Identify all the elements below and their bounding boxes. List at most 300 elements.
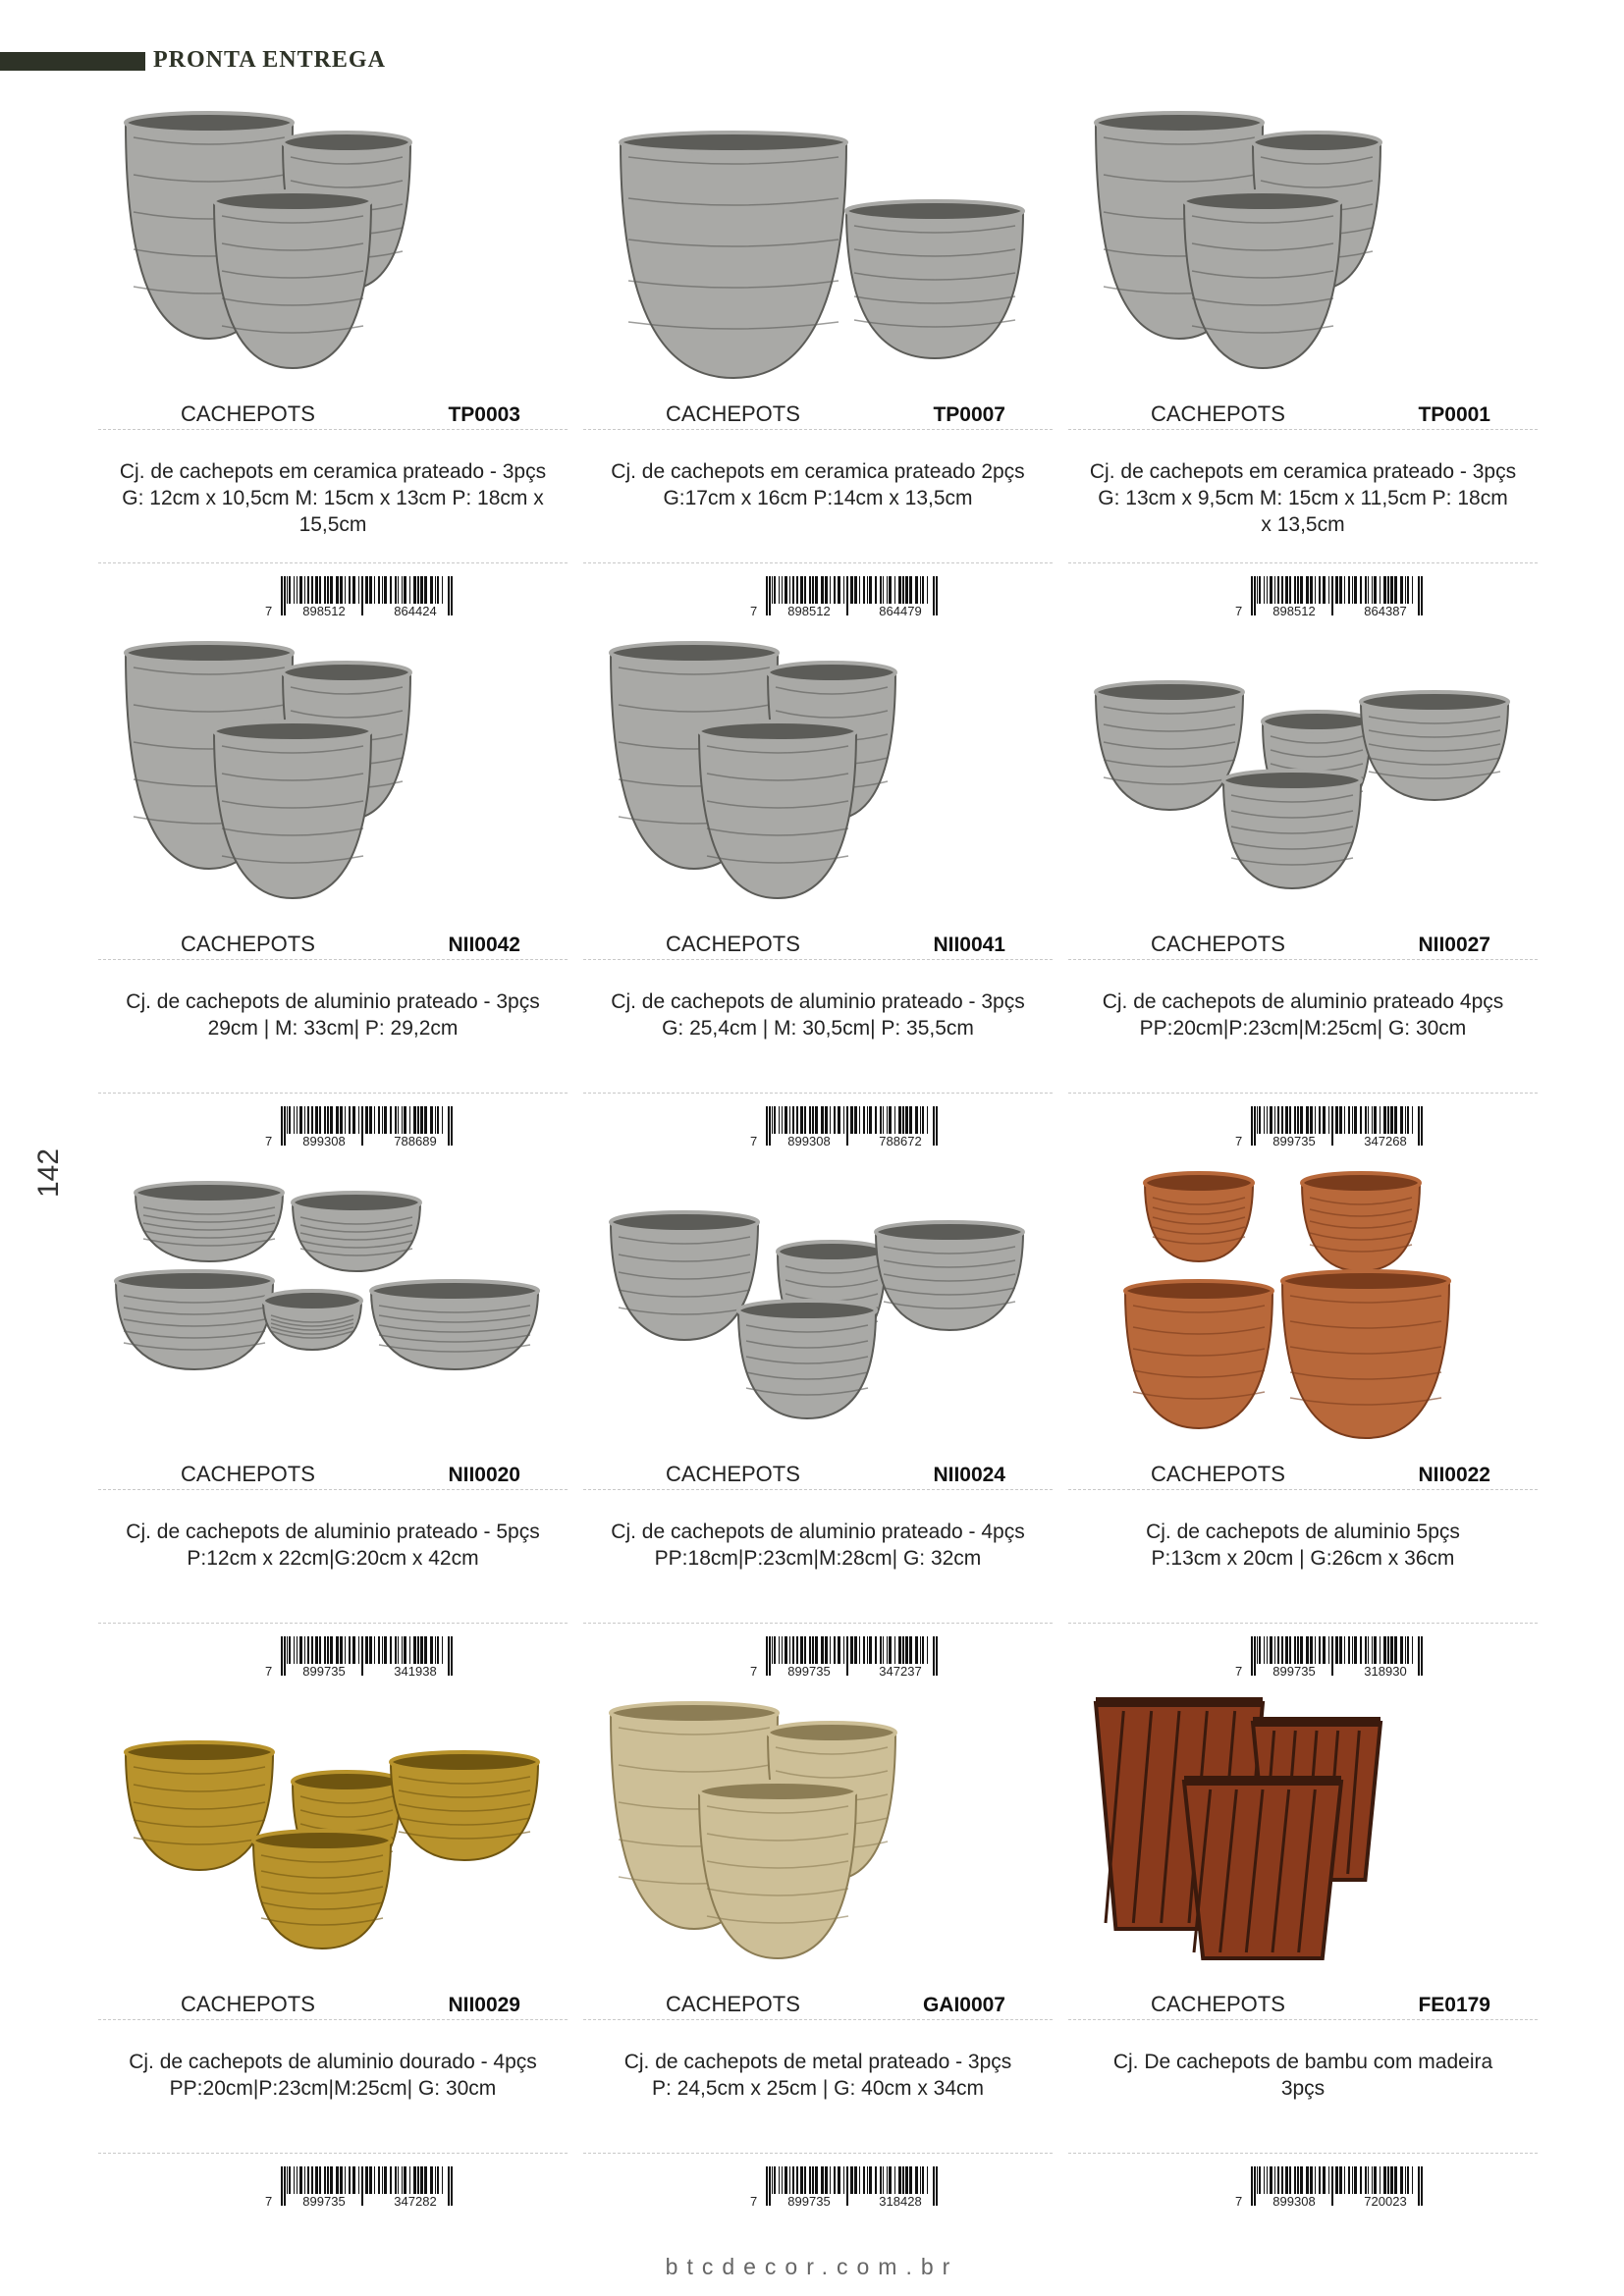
description-line: Cj. de cachepots em ceramica prateado - 3pçs <box>119 460 547 483</box>
barcode-bar <box>1257 2166 1258 2194</box>
barcode-bar <box>324 1636 326 1664</box>
barcode-bar <box>902 576 904 604</box>
cachepot <box>391 1752 538 1860</box>
description-line: Cj. de cachepots de aluminio prateado - 3pçs <box>126 990 540 1013</box>
cachepot <box>371 1281 538 1369</box>
barcode-bar <box>361 576 363 615</box>
barcode-bar <box>909 1106 912 1134</box>
product-photo[interactable] <box>106 623 560 923</box>
product-description <box>98 1519 568 1572</box>
barcode-bar <box>1323 1636 1326 1664</box>
barcode-bar <box>413 2166 416 2194</box>
barcode-bar <box>398 1106 399 1134</box>
barcode-bar <box>796 1106 798 1134</box>
barcode-bar <box>413 1636 416 1664</box>
barcode-digit: 347237 <box>879 1664 922 1678</box>
barcode-bar <box>417 2166 419 2194</box>
barcode-bar <box>1264 576 1265 604</box>
barcode-bar <box>915 1636 918 1664</box>
barcode-bar <box>869 1636 872 1664</box>
barcode-bar <box>315 1106 318 1134</box>
barcode-bar <box>336 2166 339 2194</box>
barcode-digit: 7 <box>265 604 273 617</box>
barcode-bar <box>800 2166 803 2194</box>
barcode-bar <box>898 1106 901 1134</box>
barcode-bar <box>352 1106 355 1134</box>
barcode-bar <box>420 1636 423 1664</box>
barcode-bar <box>859 2166 860 2194</box>
barcode-bar <box>1348 1106 1350 1134</box>
barcode-bar <box>307 1636 309 1664</box>
barcode-bar <box>384 1636 387 1664</box>
barcode-bar <box>1310 576 1313 604</box>
barcode-bar <box>297 2166 298 2194</box>
barcode-bar <box>785 1636 787 1664</box>
barcode-bar <box>437 1106 439 1134</box>
barcode-bar <box>887 2166 888 2194</box>
product-card[interactable] <box>583 1153 1053 1683</box>
barcode-bar <box>869 1106 872 1134</box>
barcode-bar <box>927 1636 928 1664</box>
divider <box>1068 2153 1538 2154</box>
barcode-digit: 899308 <box>302 1134 346 1148</box>
barcode-bar <box>830 1106 831 1134</box>
barcode-bar <box>1360 576 1362 604</box>
barcode-bar <box>1285 2166 1288 2194</box>
product-photo[interactable] <box>591 1153 1045 1453</box>
barcode-bar <box>345 1106 346 1134</box>
barcode-bar <box>1405 576 1406 604</box>
product-code: TP0003 <box>448 403 520 426</box>
barcode-bar <box>1348 576 1350 604</box>
barcode-bar <box>398 1636 399 1664</box>
product-card[interactable] <box>583 623 1053 1153</box>
barcode <box>263 574 469 617</box>
barcode-bar <box>821 1636 824 1664</box>
barcode-bar <box>825 576 828 604</box>
barcode-bar <box>1323 1106 1326 1134</box>
barcode-bar <box>294 1106 295 1134</box>
barcode-bar <box>1335 1106 1338 1134</box>
barcode-bar <box>413 576 416 604</box>
barcode-bar <box>448 1636 450 1676</box>
barcode-bar <box>297 576 298 604</box>
barcode-bar <box>330 1636 333 1664</box>
barcode-bar <box>830 2166 831 2194</box>
barcode-bar <box>1354 1106 1357 1134</box>
barcode-bar <box>1270 1106 1272 1134</box>
barcode-bar <box>815 2166 818 2194</box>
barcode-bar <box>404 2166 406 2194</box>
barcode-bar <box>812 2166 814 2194</box>
divider <box>583 1093 1053 1094</box>
barcode-bar <box>1254 1636 1256 1676</box>
barcode-bar <box>812 1636 814 1664</box>
barcode-bar <box>417 1636 419 1664</box>
barcode-bar <box>863 2166 865 2194</box>
divider <box>583 562 1053 563</box>
barcode-bar <box>792 1106 794 1134</box>
barcode-bar <box>311 1636 313 1664</box>
product-header-row <box>1068 1990 1538 2020</box>
barcode-bar <box>430 2166 433 2194</box>
barcode-bar <box>1421 2166 1423 2206</box>
barcode-bar <box>1277 1636 1279 1664</box>
barcode-bar <box>327 1636 329 1664</box>
barcode-bar <box>889 2166 892 2194</box>
barcode-bar <box>299 2166 302 2194</box>
product-header-row <box>1068 1460 1538 1490</box>
barcode-bar <box>289 2166 291 2194</box>
footer-website[interactable]: btcdecor.com.br <box>665 2254 959 2279</box>
barcode-bar <box>1294 2166 1296 2194</box>
barcode-bar <box>1365 2166 1367 2194</box>
barcode-bar <box>1306 576 1309 604</box>
barcode-bar <box>894 1106 895 1134</box>
barcode-bar <box>409 1106 410 1134</box>
barcode-bar <box>437 2166 439 2194</box>
cachepot <box>214 191 371 368</box>
barcode-bar <box>324 576 326 604</box>
product-photo[interactable] <box>106 93 560 393</box>
barcode-bar <box>281 2166 283 2206</box>
barcode-bar <box>1306 1106 1309 1134</box>
barcode-bar <box>1259 576 1261 604</box>
barcode-bar <box>936 576 938 615</box>
barcode-bar <box>809 576 811 604</box>
barcode-bar <box>1294 1636 1296 1664</box>
barcode-digit: 347268 <box>1364 1134 1407 1148</box>
barcode-bar <box>451 1106 453 1146</box>
barcode-bar <box>936 1106 938 1146</box>
barcode-bar <box>417 1106 419 1134</box>
product-photo[interactable] <box>106 1153 560 1453</box>
barcode-bar <box>815 1636 818 1664</box>
barcode-bar <box>390 1106 392 1134</box>
product-photo[interactable] <box>591 93 1045 393</box>
barcode-bar <box>804 1106 806 1134</box>
barcode-bar <box>785 2166 787 2194</box>
product-description <box>583 988 1053 1041</box>
barcode-bar <box>1281 1636 1283 1664</box>
barcode-bar <box>909 2166 912 2194</box>
product-category: CACHEPOTS <box>1151 1992 1285 2016</box>
barcode-bar <box>284 576 286 615</box>
product-header-row <box>98 400 568 430</box>
divider <box>98 2153 568 2154</box>
barcode-bar <box>451 2166 453 2206</box>
product-card[interactable] <box>1068 1683 1538 2214</box>
barcode-bar <box>287 2166 288 2194</box>
barcode-bar <box>809 1636 811 1664</box>
barcode-bar <box>1315 576 1316 604</box>
product-description <box>1068 458 1538 538</box>
barcode-bar <box>922 1106 924 1134</box>
barcode-bar <box>1267 1106 1268 1134</box>
barcode-bar <box>1264 2166 1265 2194</box>
barcode-bar <box>435 1636 436 1664</box>
barcode-bar <box>1372 2166 1373 2194</box>
barcode-bar <box>867 1636 868 1664</box>
divider <box>98 1623 568 1624</box>
barcode-bar <box>1254 576 1256 615</box>
barcode-bar <box>1306 2166 1309 2194</box>
barcode-bar <box>782 1106 783 1134</box>
cachepot <box>876 1222 1023 1330</box>
barcode-bar <box>774 2166 776 2194</box>
barcode-bar <box>859 1636 860 1664</box>
barcode-bar <box>869 2166 872 2194</box>
barcode-bar <box>821 576 824 604</box>
barcode-bar <box>304 1636 305 1664</box>
barcode-bar <box>451 576 453 615</box>
barcode-bar <box>345 576 346 604</box>
barcode-bar <box>796 576 798 604</box>
barcode-bar <box>1344 1106 1345 1134</box>
barcode-bar <box>1400 1636 1403 1664</box>
barcode-bar <box>1390 2166 1393 2194</box>
barcode-bar <box>772 1106 773 1134</box>
product-header-row <box>583 1460 1053 1490</box>
barcode-bar <box>1339 2166 1342 2194</box>
barcode-bar <box>448 2166 450 2206</box>
barcode-bar <box>336 1106 339 1134</box>
barcode-bar <box>850 1636 853 1664</box>
barcode-bar <box>378 2166 380 2194</box>
barcode-digit: 788672 <box>879 1134 922 1148</box>
product-code: NII0020 <box>448 1464 520 1486</box>
barcode-bar <box>1267 2166 1268 2194</box>
barcode-bar <box>404 576 406 604</box>
barcode-bar <box>830 576 831 604</box>
barcode-bar <box>365 576 368 604</box>
product-description <box>583 458 1053 511</box>
barcode-bar <box>1418 1106 1420 1146</box>
product-photo[interactable] <box>591 1683 1045 1983</box>
barcode-bar <box>1285 576 1288 604</box>
barcode-bar <box>378 576 380 604</box>
barcode-bar <box>1394 1636 1397 1664</box>
barcode-bar <box>898 1636 901 1664</box>
barcode-bar <box>905 576 908 604</box>
barcode-bar <box>378 1106 380 1134</box>
barcode-bar <box>358 1636 359 1664</box>
barcode-bar <box>307 2166 309 2194</box>
barcode-bar <box>1254 2166 1256 2206</box>
barcode-bar <box>922 1636 924 1664</box>
barcode-bar <box>1344 2166 1345 2194</box>
barcode-bar <box>920 2166 921 2194</box>
product-category: CACHEPOTS <box>181 1462 315 1486</box>
barcode-bar <box>825 2166 828 2194</box>
barcode-bar <box>800 1106 803 1134</box>
barcode-bar <box>1390 1106 1393 1134</box>
barcode-bar <box>766 1106 768 1146</box>
barcode-bar <box>933 2166 935 2206</box>
description-line: P:13cm x 20cm | G:26cm x 36cm <box>1151 1547 1455 1570</box>
barcode-digit: 7 <box>1235 2194 1243 2208</box>
barcode-bar <box>785 576 787 604</box>
product-card[interactable] <box>98 623 568 1153</box>
barcode-digit: 864387 <box>1364 604 1407 617</box>
cachepot <box>1145 1173 1253 1261</box>
product-category: CACHEPOTS <box>181 401 315 426</box>
barcode-bar <box>936 1636 938 1676</box>
barcode-bar <box>324 1106 326 1134</box>
barcode-bar <box>390 576 392 604</box>
product-header-row <box>583 400 1053 430</box>
barcode-bar <box>854 1106 857 1134</box>
barcode-bar <box>369 576 372 604</box>
barcode-bar <box>336 576 339 604</box>
product-photo[interactable] <box>1076 1153 1530 1453</box>
barcode-bar <box>1405 2166 1406 2194</box>
barcode-bar <box>448 576 450 615</box>
barcode-bar <box>1365 1106 1367 1134</box>
product-card[interactable] <box>98 93 568 623</box>
barcode-bar <box>307 1106 309 1134</box>
cachepot <box>116 1271 273 1369</box>
barcode-bar <box>437 1636 439 1664</box>
barcode-bar <box>1310 2166 1313 2194</box>
barcode-bar <box>769 1636 771 1676</box>
product-photo[interactable] <box>106 1683 560 1983</box>
barcode-bar <box>430 1636 433 1664</box>
barcode-bar <box>909 1636 912 1664</box>
barcode-bar <box>369 1106 372 1134</box>
product-card[interactable] <box>1068 93 1538 623</box>
barcode-bar <box>1360 2166 1362 2194</box>
barcode-bar <box>1335 2166 1338 2194</box>
barcode-bar <box>792 2166 794 2194</box>
description-line: 15,5cm <box>298 513 367 536</box>
barcode-bar <box>894 1636 895 1664</box>
barcode-bar <box>1354 576 1357 604</box>
barcode-bar <box>1264 1636 1265 1664</box>
barcode-bar <box>927 1106 928 1134</box>
barcode-bar <box>1394 2166 1397 2194</box>
barcode-bar <box>384 576 387 604</box>
barcode-bar <box>905 2166 908 2194</box>
barcode-digit: 864424 <box>394 604 437 617</box>
product-photo[interactable] <box>1076 623 1530 923</box>
barcode-bar <box>838 1106 840 1134</box>
barcode-digit: 7 <box>750 1664 758 1678</box>
barcode-bar <box>409 576 410 604</box>
barcode-bar <box>880 1636 882 1664</box>
barcode-bar <box>420 1106 423 1134</box>
product-card[interactable] <box>1068 623 1538 1153</box>
barcode-bar <box>435 576 436 604</box>
barcode-bar <box>875 1636 877 1664</box>
barcode <box>748 2164 954 2208</box>
product-category: CACHEPOTS <box>666 932 800 956</box>
barcode-bar <box>409 2166 410 2194</box>
product-photo[interactable] <box>591 623 1045 923</box>
barcode-bar <box>1257 1636 1258 1664</box>
barcode-bar <box>1368 1636 1369 1664</box>
barcode-bar <box>287 576 288 604</box>
barcode-digit: 899308 <box>787 1134 831 1148</box>
barcode-bar <box>358 1106 359 1134</box>
product-description <box>98 458 568 538</box>
barcode-bar <box>358 576 359 604</box>
barcode-bar <box>1294 576 1296 604</box>
product-card[interactable] <box>1068 1153 1538 1683</box>
header-accent-bar <box>0 52 145 71</box>
barcode-bar <box>1251 576 1253 615</box>
barcode-bar <box>442 576 443 604</box>
cachepot <box>699 721 856 898</box>
barcode-bar <box>850 2166 853 2194</box>
barcode-bar <box>311 2166 313 2194</box>
barcode-bar <box>395 2166 397 2194</box>
barcode-bar <box>782 576 783 604</box>
barcode-bar <box>1390 1636 1393 1664</box>
barcode-bar <box>863 1636 865 1664</box>
product-card[interactable] <box>98 1153 568 1683</box>
product-card[interactable] <box>583 93 1053 623</box>
cachepot <box>293 1193 420 1271</box>
product-header-row <box>98 1460 568 1490</box>
barcode-bar <box>927 576 928 604</box>
product-header-row <box>98 930 568 960</box>
barcode-bar <box>933 1106 935 1146</box>
barcode-bar <box>875 576 877 604</box>
product-photo[interactable] <box>1076 93 1530 393</box>
barcode-bar <box>1251 1106 1253 1146</box>
barcode-bar <box>1319 576 1321 604</box>
cachepot <box>1184 191 1341 368</box>
barcode-bar <box>327 1106 329 1134</box>
barcode-bar <box>1300 1636 1303 1664</box>
barcode-bar <box>1383 1106 1386 1134</box>
product-code: GAI0007 <box>922 1994 1005 2016</box>
barcode-bar <box>319 1106 321 1134</box>
barcode-bar <box>1339 576 1342 604</box>
product-photo[interactable] <box>1076 1683 1530 1983</box>
barcode-bar <box>1328 1636 1329 1664</box>
barcode-bar <box>1315 1636 1316 1664</box>
barcode-bar <box>1323 2166 1326 2194</box>
barcode-bar <box>330 1106 333 1134</box>
barcode-bar <box>782 1636 783 1664</box>
product-card[interactable] <box>98 1683 568 2214</box>
barcode-bar <box>1372 1106 1373 1134</box>
barcode-bar <box>1310 1636 1313 1664</box>
barcode-bar <box>361 2166 363 2206</box>
barcode-bar <box>402 576 403 604</box>
barcode-bar <box>294 576 295 604</box>
barcode-bar <box>448 1106 450 1146</box>
barcode-bar <box>779 576 780 604</box>
barcode-bar <box>330 2166 333 2194</box>
barcode-bar <box>289 1636 291 1664</box>
barcode-bar <box>365 1106 368 1134</box>
product-card[interactable] <box>583 1683 1053 2214</box>
barcode-bar <box>420 576 423 604</box>
barcode-bar <box>382 576 383 604</box>
product-code: NII0041 <box>933 934 1005 956</box>
product-category: CACHEPOTS <box>1151 1462 1285 1486</box>
barcode-bar <box>933 576 935 615</box>
barcode-bar <box>769 576 771 615</box>
barcode-bar <box>825 1636 828 1664</box>
barcode-bar <box>319 576 321 604</box>
divider <box>583 1623 1053 1624</box>
barcode-bar <box>843 1106 844 1134</box>
barcode-bar <box>1254 1106 1256 1146</box>
